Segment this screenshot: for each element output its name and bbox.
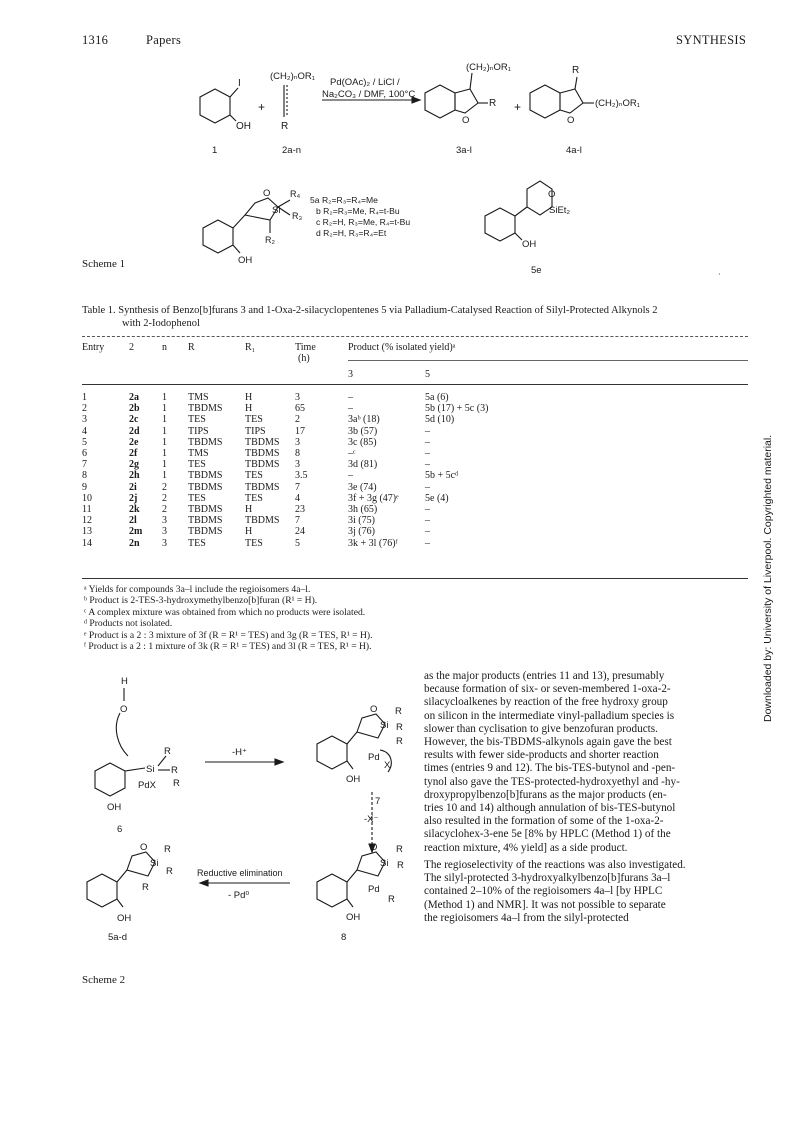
si-label-6: Si [146, 764, 155, 775]
oh-label-6: OH [107, 802, 122, 813]
footnote-c: ᶜ A complex mixture was obtained from which no products were isolated. [84, 606, 366, 618]
header-product: Product (% isolated yield)ᵃ [348, 342, 456, 353]
table-cell: 2g [129, 459, 139, 471]
o-label-5ad: O [140, 842, 148, 853]
pd0-label: - Pd⁰ [228, 890, 250, 901]
table-cell: H [245, 392, 253, 403]
scheme-2-label: Scheme 2 [82, 974, 126, 986]
table-cell: 65 [295, 403, 305, 415]
oh-label-1: OH [236, 121, 251, 132]
r-label-8b: R [397, 860, 404, 871]
table-row [82, 403, 555, 414]
table-cell: 12 [82, 515, 92, 527]
oh-label-8: OH [346, 912, 361, 923]
table-cell: 2j [129, 492, 138, 504]
table-cell: 11 [82, 504, 92, 516]
table-cell: 4 [295, 492, 300, 504]
table-cell: – [425, 459, 430, 471]
chain-label-2: (CH₂)ₙOR₁ [270, 71, 315, 82]
table-cell: TES [245, 537, 263, 549]
caption-line-2: with 2-Iodophenol [122, 318, 200, 329]
table-cell: 8 [82, 470, 87, 482]
legend-5d: d R₂=H, R₃=R₄=Et [316, 228, 387, 238]
download-watermark: Downloaded by: University of Liverpool. Copyrighted material. [762, 434, 774, 722]
r-label-4: R [572, 65, 580, 76]
phenol-ring-5 [203, 220, 233, 253]
table-cell: – [348, 392, 353, 403]
footnote-a: ᵃ Yields for compounds 3a–l include the regioisomers 4a–l. [84, 584, 311, 595]
chain-label-3: (CH₂)ₙOR₁ [466, 62, 511, 73]
table-cell: 2 [162, 492, 167, 504]
body-line-3: silacycloalkenes by reaction of the free hydroxy group [424, 696, 668, 709]
table-cell: 9 [82, 481, 87, 493]
table-cell: 5d (10) [425, 414, 455, 426]
header-product-3: 3 [348, 369, 353, 380]
table-cell: 2n [129, 537, 140, 549]
si-label-5: Si [272, 205, 281, 216]
r2-label-5: R₂ [265, 235, 275, 245]
step-x-label: -X⁻ [364, 814, 379, 825]
r4-label-5: R₄ [290, 189, 301, 199]
compound-6-label: 6 [117, 824, 123, 835]
table-cell: 7 [82, 459, 87, 471]
table-cell: TBDMS [188, 481, 223, 493]
table-cell: 3f + 3g (47)ᵉ [348, 492, 399, 504]
o-label-3: O [462, 115, 470, 126]
table-cell: 6 [82, 448, 87, 460]
compound-5e-label: 5e [531, 265, 542, 276]
step-h-label: -H⁺ [232, 747, 248, 758]
footnote-e: ᵉ Product is a 2 : 3 mixture of 3f (R = R¹ = TES) and 3g (R = TES, R¹ = H). [84, 629, 373, 641]
r-label-5ad-c: R [142, 882, 149, 893]
o-label-8: O [370, 842, 378, 853]
compound-5ad-label: 5a-d [108, 932, 128, 943]
table-row [82, 493, 555, 504]
legend-5b: b R₂=R₃=Me, R₄=t-Bu [316, 206, 400, 216]
si-label-7: Si [380, 720, 389, 731]
table-cell: TES [245, 492, 263, 504]
table-bottom-rule [82, 578, 748, 579]
table-cell: – [348, 470, 353, 482]
table-cell: 1 [162, 436, 167, 448]
r-label-5ad-a: R [164, 844, 171, 855]
table-cell: 3 [162, 515, 167, 527]
table-row [82, 437, 555, 448]
benzofuran-ring-4 [530, 85, 560, 118]
plus-2: + [514, 100, 522, 114]
table-cell: 2k [129, 504, 140, 516]
scheme-2-diagram [0, 668, 420, 998]
table-cell: 3 [295, 392, 300, 403]
table-cell: 3aᵇ (18) [348, 414, 380, 426]
table-cell: 2l [129, 515, 137, 527]
table-cell: 2a [129, 392, 139, 403]
h-label-6: H [121, 676, 128, 687]
table-cell: 13 [82, 526, 92, 538]
table-footnotes [84, 584, 744, 652]
header-product-5: 5 [425, 369, 430, 380]
si-label-8: Si [380, 858, 389, 869]
compound-2-label: 2a-n [282, 145, 302, 156]
table-cell: – [348, 403, 353, 415]
table-row [82, 470, 555, 481]
table-cell: TIPS [245, 425, 266, 437]
table-cell: 3j (76) [348, 526, 375, 538]
table-row [82, 459, 555, 470]
body-line-10: droxypropylbenzo[b]furans as the major products (en- [424, 788, 667, 801]
table-cell: – [425, 425, 430, 437]
scheme-1-label: Scheme 1 [82, 258, 126, 270]
body-paragraph-2 [424, 859, 750, 925]
table-cell: – [425, 436, 430, 448]
compound-3-label: 3a-l [456, 145, 472, 156]
section-name: Papers [146, 33, 182, 47]
table-cell: H [245, 403, 253, 415]
caption-line-1: Table 1. Synthesis of Benzo[b]furans 3 and 1-Oxa-2-silacyclopentenes 5 via Palladium-Catalysed Reaction of Silyl-Protected Alkynols 2 [82, 305, 658, 316]
compound-1-label: 1 [212, 145, 218, 156]
table-cell: TBDMS [245, 436, 280, 448]
table-row [82, 426, 555, 437]
oh-label-5: OH [238, 255, 253, 266]
table-cell: 5b + 5cᵈ [425, 470, 459, 482]
body-line-11: tries 10 and 14) although annulation of bis-TES-butynol [424, 802, 676, 815]
table-cell: 3 [82, 414, 87, 426]
header-entry: Entry [82, 342, 105, 353]
phenol-ring-7 [317, 736, 347, 769]
table-top-rule [82, 336, 748, 337]
body-paragraph-1 [424, 670, 750, 855]
body-line-8: times (entries 9 and 12). The bis-TES-butynol and -pen- [424, 762, 676, 775]
table-cell: 5b (17) + 5c (3) [425, 403, 489, 415]
body-line-4: on silicon in the intermediate vinyl-palladium species is [424, 709, 675, 722]
table-cell: TES [245, 470, 263, 482]
compound-4-label: 4a-l [566, 145, 582, 156]
o-label-6: O [120, 704, 128, 715]
table-cell: 2f [129, 448, 138, 460]
pd-label-8: Pd [368, 884, 380, 895]
table-cell: TES [188, 537, 206, 549]
table-cell: –ᶜ [348, 448, 356, 460]
reagents: Pd(OAc)₂ / LiCl / [330, 77, 400, 88]
body2-line-5: the regioisomers 4a–l from the silyl-protected [424, 911, 629, 924]
table-cell: TBDMS [188, 470, 223, 482]
table-cell: 23 [295, 504, 305, 516]
table-cell: TBDMS [188, 403, 223, 415]
table-cell: 1 [162, 403, 167, 415]
table-cell: TBDMS [188, 436, 223, 448]
r-label-6a: R [164, 746, 171, 757]
header-2: 2 [129, 342, 134, 353]
table-body [82, 392, 555, 549]
table-cell: 3c (85) [348, 436, 377, 448]
compound-8-label: 8 [341, 932, 347, 943]
body-line-12: also resulted in the formation of some of the 1-oxa-2- [424, 815, 664, 828]
phenol-ring-5ad [87, 874, 117, 907]
table-cell: TBDMS [245, 481, 280, 493]
dot-mark: · [718, 270, 721, 279]
table-cell: – [425, 526, 430, 538]
table-row [82, 414, 555, 425]
table-cell: 2 [162, 504, 167, 516]
product-subrule [348, 360, 748, 361]
table-cell: TBDMS [245, 515, 280, 527]
table-caption [82, 304, 752, 330]
table-cell: 3e (74) [348, 481, 377, 493]
table-cell: TES [188, 414, 206, 426]
journal-name: SYNTHESIS [676, 33, 747, 47]
body-line-9: tynol also gave the TES-protected-hydroxyethyl and -hy- [424, 775, 680, 788]
table-cell: 3k + 3l (76)ᶠ [348, 537, 398, 549]
x-label-7: X [384, 760, 391, 771]
page-number: 1316 [82, 33, 109, 47]
footnote-b: ᵇ Product is 2-TES-3-hydroxymethylbenzo[b]furan (R¹ = H). [84, 595, 318, 607]
r-label-2: R [281, 121, 289, 132]
footnote-d: ᵈ Products not isolated. [84, 618, 173, 630]
r-label-7b: R [396, 722, 403, 733]
body-line-2: because formation of six- or seven-membered 1-oxa-2- [424, 683, 671, 696]
table-row [82, 504, 555, 515]
o-label-4: O [567, 115, 575, 126]
table-cell: 7 [295, 515, 300, 527]
table-cell: TMS [188, 392, 209, 403]
table-cell: 3b (57) [348, 425, 378, 437]
r-label-6b: R [171, 765, 178, 776]
table-cell: TBDMS [245, 448, 280, 460]
table-cell: 2b [129, 403, 140, 415]
table-row [82, 482, 555, 493]
table-cell: 2h [129, 470, 140, 482]
r-label-8c: R [388, 894, 395, 905]
body2-line-2: The silyl-protected 3-hydroxyalkylbenzo[b]furans 3a–l [424, 872, 671, 885]
benzene-ring-1 [200, 89, 230, 123]
r-label-7a: R [395, 706, 402, 717]
r-label-5ad-b: R [166, 866, 173, 877]
legend-5c: c R₂=H, R₃=Me, R₄=t-Bu [316, 217, 411, 227]
oh-label-5ad: OH [117, 913, 132, 924]
phenol-ring-6 [95, 763, 125, 796]
table-cell: 2m [129, 526, 143, 538]
table-cell: 3 [295, 436, 300, 448]
table-cell: 1 [162, 448, 167, 460]
table-cell: 3i (75) [348, 515, 375, 527]
table-row [82, 515, 555, 526]
body-line-1: as the major products (entries 11 and 13), presumably [424, 670, 665, 682]
table-cell: 3h (65) [348, 504, 378, 516]
table-cell: H [245, 526, 253, 538]
table-row [82, 526, 555, 537]
phenol-ring-5e [485, 208, 515, 241]
table-cell: 5 [295, 537, 300, 549]
table-cell: 1 [162, 425, 167, 437]
header-time-unit: (h) [298, 353, 310, 364]
body-line-6: However, the bis-TBDMS-alkynols again gave the best [424, 736, 672, 749]
table-cell: 7 [295, 481, 300, 493]
conditions: Na₂CO₃ / DMF, 100°C [322, 89, 416, 100]
table-cell: TBDMS [188, 526, 223, 538]
table-cell: – [425, 448, 430, 460]
table-cell: 2d [129, 425, 140, 437]
table-cell: 3.5 [295, 470, 308, 482]
table-cell: – [425, 515, 430, 527]
table-header [82, 342, 752, 382]
table-row [82, 448, 555, 459]
header-n: n [162, 342, 167, 353]
r-label-8a: R [396, 844, 403, 855]
table-row [82, 392, 555, 403]
r-label-6c: R [173, 778, 180, 789]
phenol-ring-8 [317, 874, 347, 907]
body2-line-3: contained 2–10% of the regioisomers 4a–l [by HPLC [424, 885, 663, 898]
chain-label-4: (CH₂)ₙOR₁ [595, 98, 640, 109]
oh-label-5e: OH [522, 239, 537, 250]
table-cell: 3d (81) [348, 459, 378, 471]
body2-line-1: The regioselectivity of the reactions was also investigated. [424, 859, 686, 871]
body-line-5: slower than cyclisation to give benzofuran products. [424, 722, 658, 735]
table-row [82, 538, 555, 549]
table-cell: 2c [129, 414, 139, 426]
table-cell: 3 [162, 537, 167, 549]
oh-label-7: OH [346, 774, 361, 785]
table-cell: – [425, 537, 430, 549]
header-rule [82, 384, 748, 385]
r3-label-5: R₃ [292, 211, 303, 221]
table-cell: 1 [162, 470, 167, 482]
table-cell: 3 [162, 526, 167, 538]
table-cell: 5 [82, 436, 87, 448]
results-table [82, 392, 555, 549]
table-cell: 1 [162, 392, 167, 403]
table-cell: 2 [162, 481, 167, 493]
header-time: Time [295, 342, 316, 353]
table-cell: TMS [188, 448, 209, 460]
plus-1: + [258, 100, 266, 114]
scheme-1-diagram [0, 55, 793, 285]
table-cell: 14 [82, 537, 92, 549]
table-cell: 2 [295, 414, 300, 426]
table-cell: 24 [295, 526, 305, 538]
si-label-5ad: Si [150, 858, 159, 869]
o-label-7: O [370, 704, 378, 715]
table-cell: 5a (6) [425, 392, 449, 403]
table-cell: 4 [82, 425, 87, 437]
table-cell: H [245, 504, 253, 516]
table-cell: – [425, 504, 430, 516]
table-cell: 2e [129, 436, 139, 448]
table-cell: TES [245, 414, 263, 426]
r-label-3: R [489, 98, 497, 109]
table-cell: TES [188, 492, 206, 504]
table-cell: 1 [162, 459, 167, 471]
table-cell: TBDMS [188, 515, 223, 527]
table-cell: TBDMS [188, 504, 223, 516]
o-label-5: O [263, 188, 271, 199]
table-cell: – [425, 481, 430, 493]
table-cell: 2 [82, 403, 87, 415]
table-cell: TES [188, 459, 206, 471]
table-cell: 10 [82, 492, 92, 504]
legend-5a: 5a R₂=R₃=R₄=Me [310, 195, 378, 205]
sieth-label-5e: SiEt₂ [549, 205, 571, 216]
header-r1: R₁ [245, 342, 256, 353]
table-cell: 5e (4) [425, 492, 449, 504]
pd-label-7: Pd [368, 752, 380, 763]
o-label-5e: O [548, 189, 556, 200]
header-r: R [188, 342, 195, 353]
table-cell: 17 [295, 425, 305, 437]
table-cell: TBDMS [245, 459, 280, 471]
table-cell: 2i [129, 481, 137, 493]
table-cell: 1 [162, 414, 167, 426]
body2-line-4: (Method 1) and NMR]. It was not possible to separate [424, 898, 666, 911]
body-line-13: silacyclohex-3-ene 5e [8% by HPLC (Method 1) of the [424, 828, 671, 841]
reductive-label: Reductive elimination [197, 868, 283, 878]
benzofuran-ring-3 [425, 85, 455, 118]
table-cell: 1 [82, 392, 87, 403]
body-line-14: reaction mixture, 4% yield] as a side product. [424, 841, 628, 854]
body-line-7: results with fewer side-products and shorter reaction [424, 749, 659, 762]
iodo-label: I [238, 78, 241, 89]
compound-7-label: 7 [375, 796, 381, 807]
pdx-label-6: PdX [138, 780, 156, 791]
table-cell: 3 [295, 459, 300, 471]
footnote-f: ᶠ Product is a 2 : 1 mixture of 3k (R = R¹ = TES) and 3l (R = TES, R¹ = H). [84, 641, 372, 653]
table-cell: 8 [295, 448, 300, 460]
table-cell: TIPS [188, 425, 209, 437]
r-label-7c: R [396, 736, 403, 747]
